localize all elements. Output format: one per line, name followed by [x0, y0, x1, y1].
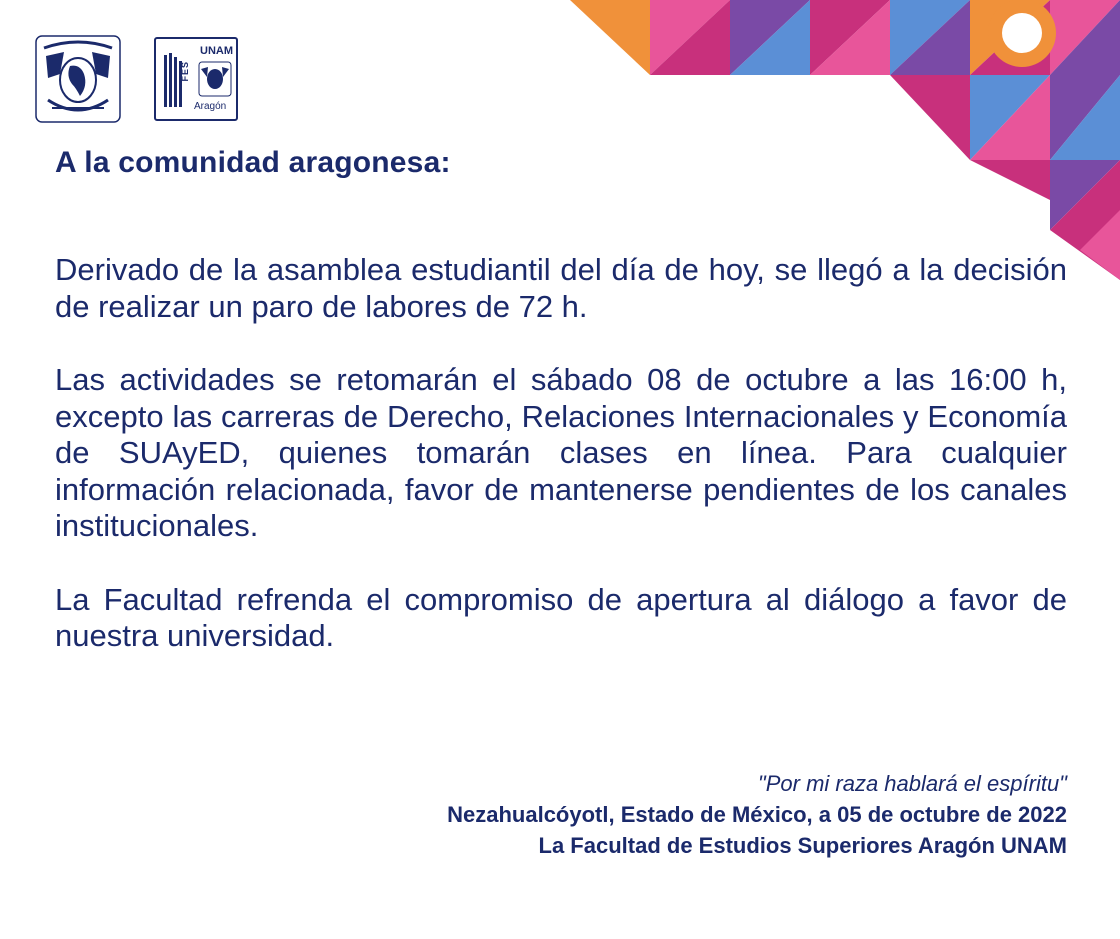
fes-logo-aragon-text: Aragón: [194, 101, 227, 112]
motto: "Por mi raza hablará el espíritu": [757, 771, 1067, 796]
unam-crest-logo: [34, 34, 122, 124]
signature-block: [447, 768, 1067, 861]
letter-heading: A la comunidad aragonesa:: [55, 146, 451, 179]
fes-logo-unam-text: UNAM: [200, 45, 233, 57]
institution-name: La Facultad de Estudios Superiores Aragón UNAM: [538, 833, 1067, 858]
paragraph-2: Las actividades se retomarán el sábado 08 de octubre a las 16:00 h, excepto las carreras de Derecho, Relaciones Internacionales y Economía de SUAyED, quienes tomarán clases en línea. Para cualquier información relacionada, favor de mantenerse pendientes de los canales institucionales.: [55, 362, 1067, 543]
fes-mini-crest-icon: [198, 61, 232, 97]
letter-body: [55, 252, 1067, 692]
fes-aragon-logo: [154, 37, 238, 121]
decorative-triangles: [560, 0, 1120, 280]
place-date: Nezahualcóyotl, Estado de México, a 05 de octubre de 2022: [447, 802, 1067, 827]
fes-logo-fes-text: FES: [180, 61, 190, 82]
paragraph-1: Derivado de la asamblea estudiantil del día de hoy, se llegó a la decisión de realizar un paro de labores de 72 h.: [55, 252, 1067, 324]
paragraph-3: La Facultad refrenda el compromiso de apertura al diálogo a favor de nuestra universidad.: [55, 581, 1067, 653]
